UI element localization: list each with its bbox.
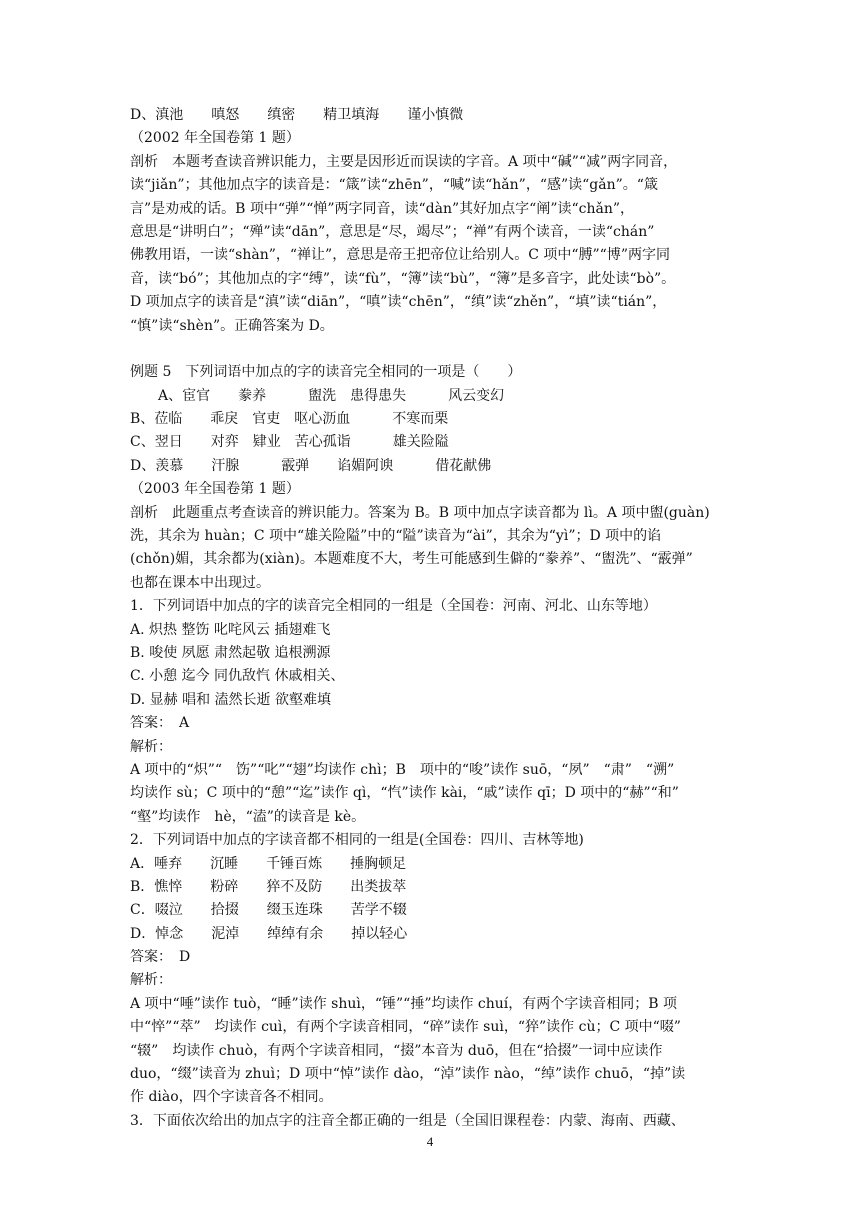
text-line: B．憔悴 粉碎 猝不及防 出类拔萃 [130, 878, 407, 895]
text-line: “慎”读“shèn”。正确答案为 D。 [130, 317, 334, 334]
text-line: 解析： [130, 738, 172, 755]
text-line: (chǒn)媚，其余都为(xiàn)。本题难度不大，考生可能感到生僻的“豢养”、“盥洗”、“霰弹” [130, 551, 693, 568]
text-line: 剖析 此题重点考查读音的辨识能力。答案为 B。B 项中加点字读音都为 lì。A 项中盥(guàn) [130, 504, 710, 521]
text-line: C、翌日 对弈 肄业 苦心孤诣 雄关险隘 [130, 434, 449, 451]
text-line: A 项中的“炽”“ 饬”“叱”“翅”均读作 chì；B 项中的“唆”读作 suō，“夙” “肃” “溯” [130, 761, 675, 778]
text-line: D. 显赫 唱和 溘然长逝 欲壑难填 [130, 691, 331, 708]
page-number: 4 [426, 1134, 434, 1149]
text-line: 解析： [130, 972, 172, 989]
text-line: （2003 年全国卷第 1 题） [130, 481, 300, 498]
text-line: “壑”均读作 hè，“溘”的读音是 kè。 [130, 808, 366, 825]
text-line: A. 炽热 整饬 叱咤风云 插翅难飞 [130, 621, 331, 638]
text-line: A．唾弃 沉睡 千锤百炼 捶胸顿足 [130, 855, 407, 872]
text-line: 作 diào，四个字读音各不相同。 [130, 1089, 333, 1106]
text-line: “辍” 均读作 chuò，有两个字读音相同，“掇”本音为 duō，但在“拾掇”一词中应读作 [130, 1042, 663, 1059]
text-line: 洗，其余为 huàn；C 项中“雄关险隘”中的“隘”读音为“ài”，其余为“yì”；D 项中的谄 [130, 528, 662, 545]
text-line: 音，读“bó”；其他加点的字“缚”，读“fù”，“簿”读“bù”，“簿”是多音字，此处读“bò”。 [130, 270, 676, 287]
text-line: D．悼念 泥淖 绰绰有余 掉以轻心 [130, 925, 408, 942]
text-line: A 项中“唾”读作 tuò，“睡”读作 shuì，“锤”“捶”均读作 chuí，有两个字读音相同；B 项 [130, 995, 678, 1012]
text-line: C．啜泣 拾掇 缀玉连珠 苦学不辍 [130, 902, 407, 919]
text-line: 中“悴”“萃” 均读作 cuì，有两个字读音相同，“碎”读作 suì，“猝”读作 cù；C 项中“啜” [130, 1019, 681, 1036]
text-line: 言”是劝戒的话。B 项中“弹”“惮”两字同音，读“dàn”其好加点字“阐”读“chǎn”， [130, 200, 635, 217]
text-line: 答案： A [130, 715, 190, 732]
text-line: 读“jiǎn”；其他加点字的读音是：“箴”读“zhēn”，“喊”读“hǎn”，“感”读“gǎn”。“箴 [130, 177, 658, 194]
text-line: 也都在课本中出现过。 [130, 574, 270, 591]
text-line: B、莅临 乖戾 官吏 呕心沥血 不寒而栗 [130, 411, 449, 428]
text-line: B. 唆使 夙愿 肃然起敬 追根溯源 [130, 644, 331, 661]
text-line: 剖析 本题考查读音辨识能力，主要是因形近而误读的字音。A 项中“碱”“减”两字同音， [130, 153, 678, 170]
text-line: 答案： D [130, 949, 191, 966]
text-line: duo，“缀”读音为 zhuì；D 项中“悼”读作 dào，“淖”读作 nào，“绰”读作 chuō，“掉”读 [130, 1066, 686, 1083]
text-line: D、羡慕 汗腺 霰弹 谄媚阿谀 借花献佛 [130, 457, 492, 474]
text-line: （2002 年全国卷第 1 题） [130, 130, 300, 147]
document-page [130, 104, 735, 1133]
text-line: 意思是“讲明白”；“殚”读“dān”，意思是“尽，竭尽”；“禅”有两个读音，一读“chán” [130, 223, 655, 240]
text-line: C. 小憩 迄今 同仇敌忾 休戚相关、 [130, 668, 345, 685]
text-line: A、宦官 豢养 盥洗 患得患失 风云变幻 [158, 387, 505, 404]
text-line: 2．下列词语中加点的字读音都不相同的一组是(全国卷：四川、吉林等地) [130, 832, 584, 849]
text-line: 均读作 sù；C 项中的“憩”“迄”读作 qì，“忾”读作 kài，“戚”读作 qī；D 项中的“赫”“和” [130, 785, 679, 802]
text-line: D、滇池 嗔怒 缜密 精卫填海 谨小慎微 [130, 107, 464, 123]
text-line: 1．下列词语中加点的字的读音完全相同的一组是（全国卷：河南、河北、山东等地） [130, 598, 657, 615]
text-line: D 项加点字的读音是“滇”读“diān”，“嗔”读“chēn”，“缜”读“zhěn”，“填”读“tián”， [130, 294, 667, 311]
text-line: 3．下面依次给出的加点字的注音全都正确的一组是（全国旧课程卷：内蒙、海南、西藏、 [130, 1112, 685, 1129]
text-line: 佛教用语，一读“shàn”，“禅让”，意思是帝王把帝位让给别人。C 项中“膊”“博”两字同 [130, 247, 670, 264]
text-line: 例题 5 下列词语中加点的字的读音完全相同的一项是（ ） [130, 364, 522, 381]
blank-line [130, 338, 735, 361]
